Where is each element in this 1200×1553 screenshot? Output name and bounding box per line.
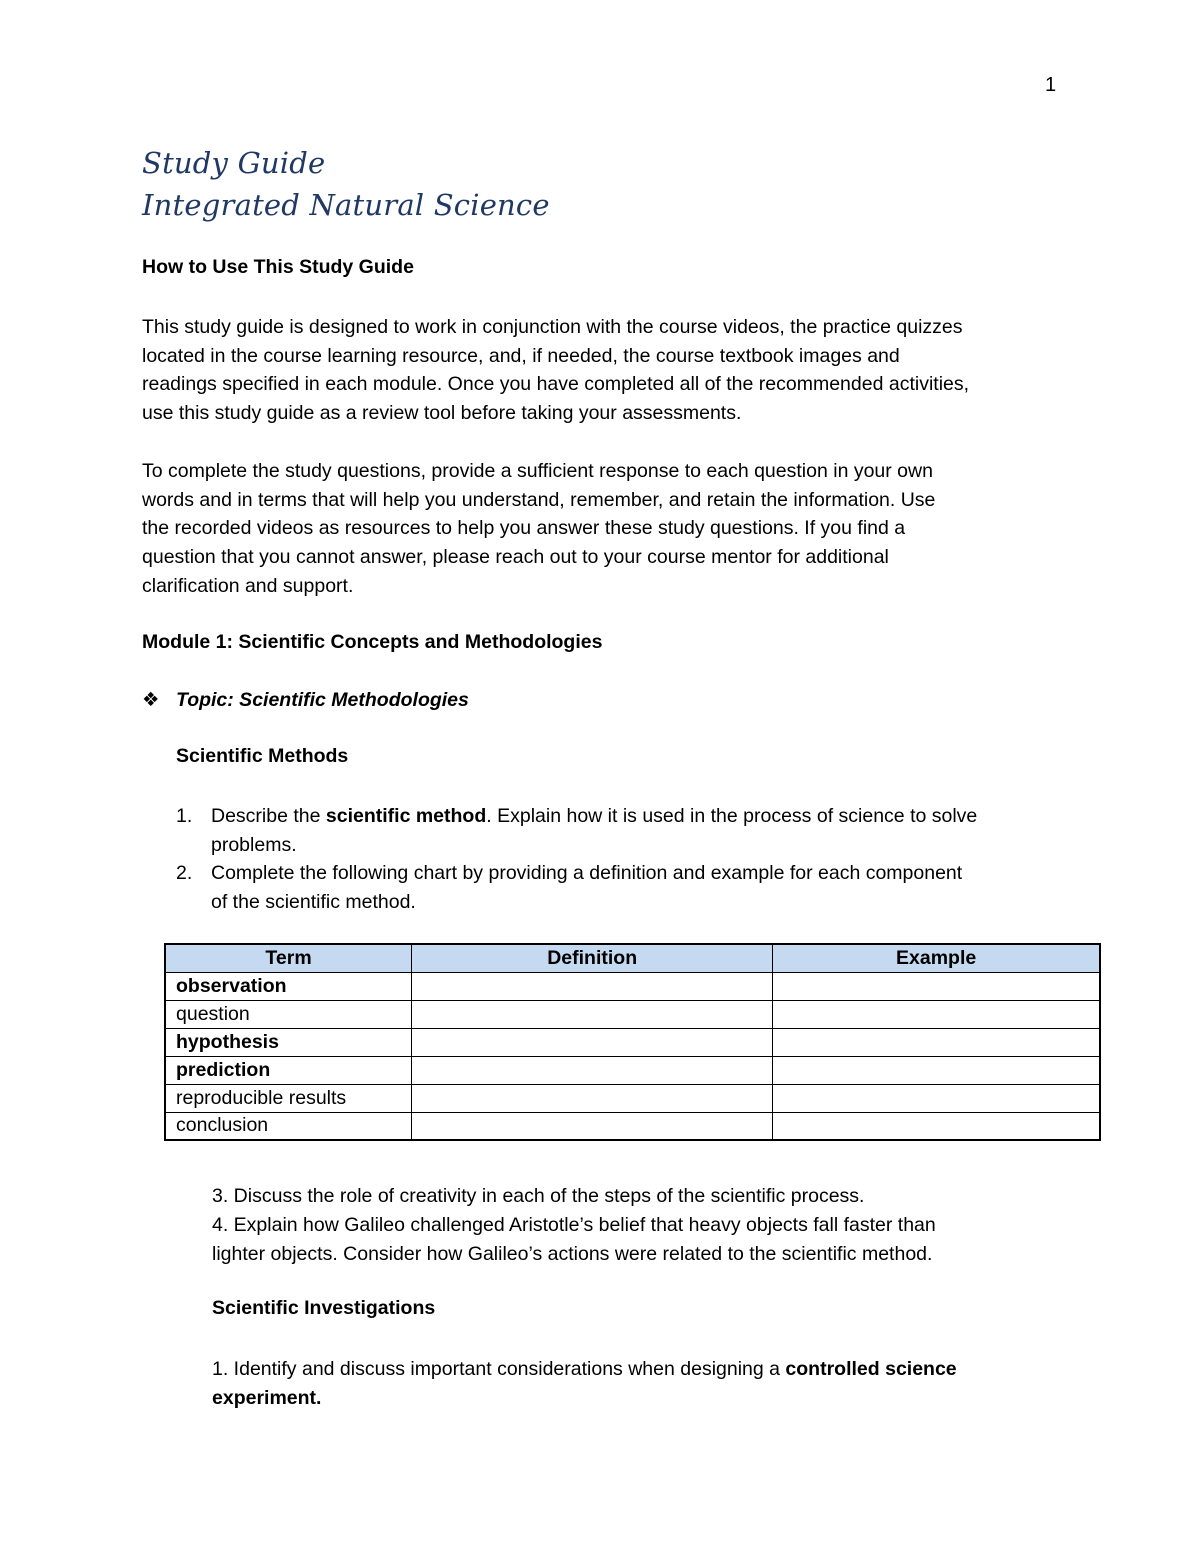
example-cell[interactable] xyxy=(773,1112,1100,1140)
table-row xyxy=(165,1000,1100,1028)
definition-cell[interactable] xyxy=(412,1084,773,1112)
title-line-1: Study Guide xyxy=(142,146,326,180)
paragraph-line: the recorded videos as resources to help you answer these study questions. If you find a xyxy=(142,517,906,540)
list-item xyxy=(176,802,977,859)
definition-cell[interactable] xyxy=(412,972,773,1000)
example-cell[interactable] xyxy=(773,1084,1100,1112)
example-cell[interactable] xyxy=(773,972,1100,1000)
text-run: 1. Identify and discuss important considerations when designing a xyxy=(212,1358,786,1380)
bold-term: experiment. xyxy=(212,1386,322,1409)
term-cell: prediction xyxy=(165,1056,412,1084)
question-4 xyxy=(212,1211,936,1268)
diamond-bullet-icon: ❖ xyxy=(142,689,160,711)
example-cell[interactable] xyxy=(773,1028,1100,1056)
definition-cell[interactable] xyxy=(412,1000,773,1028)
list-number: 1. xyxy=(176,805,193,827)
subheading-scientific-investigations: Scientific Investigations xyxy=(212,1297,436,1319)
table-row xyxy=(165,1028,1100,1056)
text-run: Describe the xyxy=(211,805,326,827)
investigation-question-1 xyxy=(212,1355,957,1412)
table-header-row xyxy=(165,944,1100,972)
paragraph-line: words and in terms that will help you understand, remember, and retain the information. Use xyxy=(142,488,936,511)
topic-line xyxy=(142,688,469,712)
paragraph-line: This study guide is designed to work in conjunction with the course videos, the practice quizzes xyxy=(142,316,963,338)
text-run: Complete the following chart by providing a definition and example for each component xyxy=(211,862,963,885)
paragraph-line: To complete the study questions, provide a sufficient response to each question in your own xyxy=(142,460,933,482)
table-row xyxy=(165,1056,1100,1084)
text-run: of the scientific method. xyxy=(211,891,416,914)
list-number: 2. xyxy=(176,862,193,885)
text-run: problems. xyxy=(211,833,297,856)
page-number: 1 xyxy=(1045,74,1057,96)
text-run: lighter objects. Consider how Galileo’s actions were related to the scientific method. xyxy=(212,1242,933,1265)
module-heading: Module 1: Scientific Concepts and Methodologies xyxy=(142,631,603,653)
term-cell: hypothesis xyxy=(165,1028,412,1056)
text-run: . Explain how it is used in the process of science to solve xyxy=(486,805,978,827)
how-to-heading: How to Use This Study Guide xyxy=(142,256,414,278)
column-header: Example xyxy=(773,944,1100,972)
example-cell[interactable] xyxy=(773,1056,1100,1084)
table-row xyxy=(165,972,1100,1000)
bold-term: controlled science xyxy=(785,1358,957,1380)
table-row xyxy=(165,1084,1100,1112)
term-cell: conclusion xyxy=(165,1112,412,1140)
title-line-2: Integrated Natural Science xyxy=(142,188,550,222)
term-cell: observation xyxy=(165,972,412,1000)
bold-term: scientific method xyxy=(325,805,487,827)
document-title xyxy=(142,142,550,226)
definition-cell[interactable] xyxy=(412,1028,773,1056)
definition-cell[interactable] xyxy=(412,1112,773,1140)
column-header: Definition xyxy=(412,944,773,972)
numbered-list xyxy=(176,802,977,917)
subheading-scientific-methods: Scientific Methods xyxy=(176,745,349,767)
question-3: 3. Discuss the role of creativity in each of the steps of the scientific process. xyxy=(212,1185,865,1207)
scientific-method-table xyxy=(164,943,1101,1141)
intro-paragraph-1 xyxy=(142,313,969,428)
intro-paragraph-2 xyxy=(142,457,935,601)
list-item xyxy=(176,859,977,916)
definition-cell[interactable] xyxy=(412,1056,773,1084)
column-header: Term xyxy=(165,944,412,972)
topic-label: Topic: Scientific Methodologies xyxy=(176,689,469,711)
paragraph-line: question that you cannot answer, please reach out to your course mentor for additional xyxy=(142,546,889,569)
table-row xyxy=(165,1112,1100,1140)
paragraph-line: readings specified in each module. Once you have completed all of the recommended activities, xyxy=(142,373,970,396)
paragraph-line: use this study guide as a review tool before taking your assessments. xyxy=(142,402,742,425)
paragraph-line: located in the course learning resource, and, if needed, the course textbook images and xyxy=(142,344,900,367)
paragraph-line: clarification and support. xyxy=(142,574,354,597)
term-cell: reproducible results xyxy=(165,1084,412,1112)
term-cell: question xyxy=(165,1000,412,1028)
example-cell[interactable] xyxy=(773,1000,1100,1028)
text-run: 4. Explain how Galileo challenged Aristotle’s belief that heavy objects fall faster than xyxy=(212,1214,936,1236)
